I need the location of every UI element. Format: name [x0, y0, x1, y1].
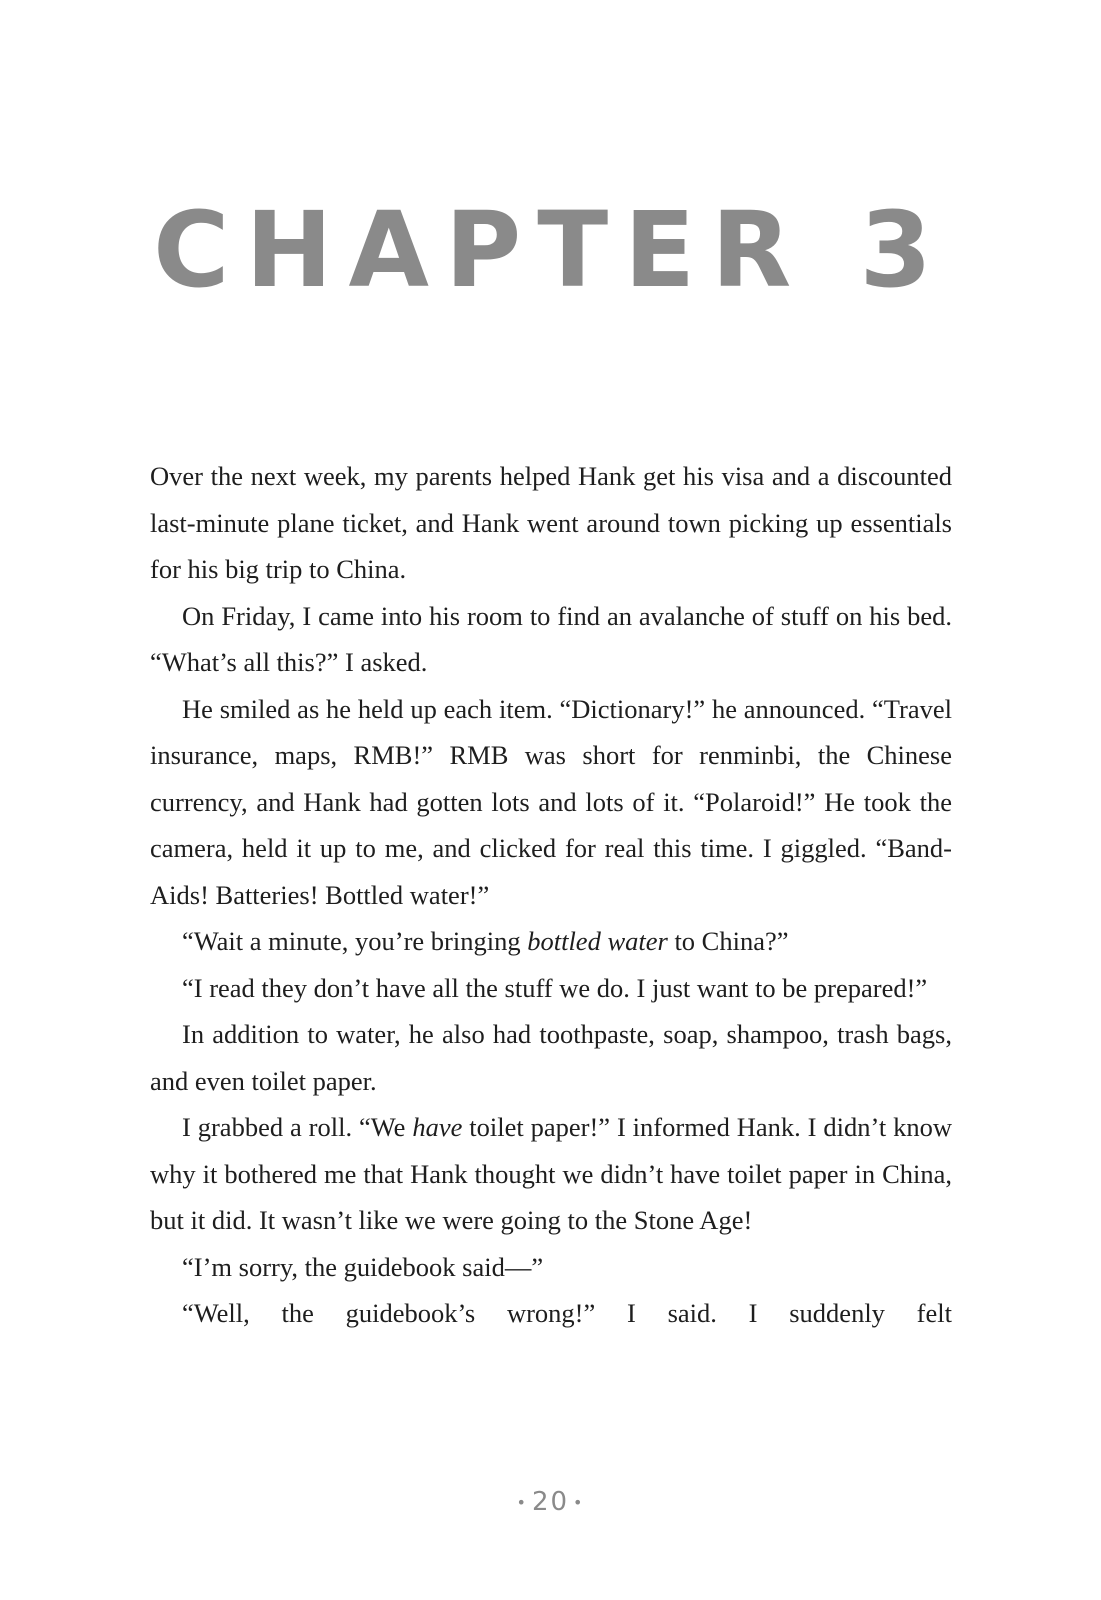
text-run: toilet paper!” I informed Hank. I didn’t know why it bothered me that Hank thought we didn’t have toilet paper in China, but it did. It wasn’t like we were going to the Stone Age!	[150, 1112, 953, 1235]
text-run: “Wait a minute, you’re bringing	[182, 926, 528, 956]
paragraph	[150, 918, 952, 965]
page-number-value: 20	[531, 1487, 570, 1517]
paragraph: Over the next week, my parents helped Hank get his visa and a discounted last-minute plane ticket, and Hank went around town picking up essentials for his big trip to China.	[150, 461, 952, 584]
chapter-body	[150, 453, 952, 1337]
page-number	[0, 1487, 1101, 1517]
paragraph: He smiled as he held up each item. “Dictionary!” he announced. “Travel insurance, maps, RMB!” RMB was short for renminbi, the Chinese currency, and Hank had gotten lots and lots of it. “Polaroid!” He took the camera, held it up to me, and clicked for real this time. I giggled. “Band-Aids! Batteries! Bottled water!”	[150, 693, 952, 910]
paragraph: In addition to water, he also had toothpaste, soap, shampoo, trash bags, and even toilet paper.	[150, 1019, 952, 1096]
paragraph: On Friday, I came into his room to find an avalanche of stuff on his bed. “What’s all this?” I asked.	[150, 600, 952, 677]
paragraph: “I read they don’t have all the stuff we do. I just want to be prepared!”	[182, 972, 928, 1003]
emphasis-text: bottled water	[527, 926, 668, 956]
text-run: I grabbed a roll. “We	[182, 1112, 413, 1142]
paragraph	[150, 1104, 952, 1244]
paragraph: “I’m sorry, the guidebook said—”	[182, 1251, 544, 1282]
text-run: to China?”	[667, 926, 789, 956]
bullet-icon: •	[516, 1493, 528, 1512]
chapter-heading: CHAPTER 3	[153, 189, 948, 311]
emphasis-text: have	[412, 1112, 463, 1142]
paragraph: “Well, the guidebook’s wrong!” I said. I suddenly felt	[182, 1298, 952, 1328]
bullet-icon: •	[573, 1493, 585, 1512]
